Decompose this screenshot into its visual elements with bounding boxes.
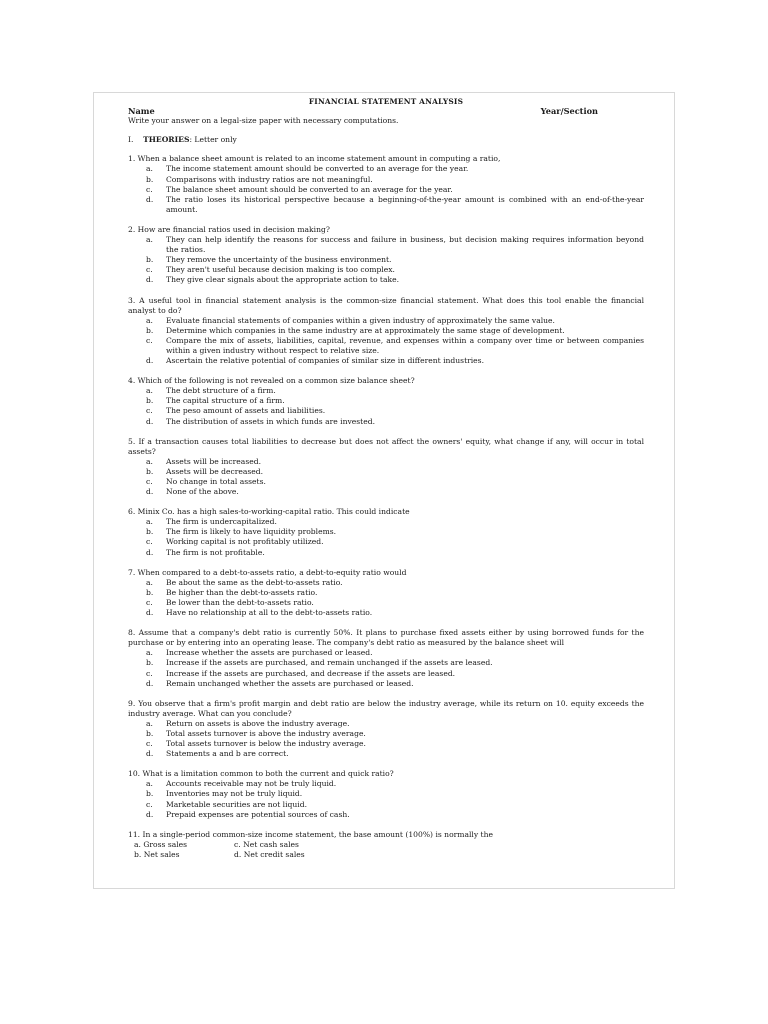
- choice-text: The debt structure of a firm.: [166, 386, 276, 396]
- choice: [128, 679, 644, 689]
- choice: [128, 527, 644, 537]
- choice: [128, 467, 644, 477]
- choice-text: Increase whether the assets are purchased or leased.: [166, 648, 373, 658]
- choice: [128, 175, 644, 185]
- choice-text: Be lower than the debt-to-assets ratio.: [166, 597, 314, 607]
- choice-text: The firm is likely to have liquidity problems.: [166, 527, 337, 537]
- choice: [128, 487, 644, 497]
- choice-letter: b.: [146, 325, 154, 335]
- choice-b: b. Net sales: [134, 849, 180, 859]
- choice: [128, 195, 644, 215]
- choice-letter: c.: [146, 799, 153, 809]
- choice-letter: c.: [146, 184, 153, 194]
- question-4: [128, 376, 644, 426]
- choice: [128, 417, 644, 427]
- choice: [128, 548, 644, 558]
- choice-text: Determine which companies in the same industry are at approximately the same stage of development.: [166, 325, 565, 335]
- choice-text: The firm is not profitable.: [166, 547, 265, 557]
- choice: [128, 185, 644, 195]
- choice-c: c. Net cash sales: [234, 839, 299, 849]
- choice: [128, 406, 644, 416]
- choice-letter: c.: [146, 739, 153, 749]
- question-2: [128, 225, 644, 286]
- choice-text: Evaluate financial statements of companies within a given industry of approximately the same value.: [166, 315, 555, 325]
- choice-a: a. Gross sales: [134, 839, 188, 849]
- choice-text: The balance sheet amount should be converted to an average for the year.: [166, 184, 453, 194]
- choice-text: Accounts receivable may not be truly liquid.: [166, 779, 337, 789]
- choice-letter: c.: [146, 406, 153, 416]
- choice-letter: b.: [146, 466, 154, 476]
- choice: [128, 517, 644, 527]
- choice-letter: d.: [146, 749, 154, 759]
- choice-text: They give clear signals about the appropriate action to take.: [166, 275, 400, 285]
- choice: [128, 537, 644, 547]
- choice: [128, 356, 644, 366]
- question-list: [128, 154, 644, 819]
- choice-letter: d.: [146, 678, 154, 688]
- choice-text: Prepaid expenses are potential sources of cash.: [166, 809, 350, 819]
- choice-letter: d.: [146, 608, 154, 618]
- choice-letter: a.: [146, 577, 153, 587]
- choice-letter: d.: [146, 416, 154, 426]
- choice-letter: b.: [146, 658, 154, 668]
- choice-letter: b.: [146, 255, 154, 265]
- choice: [128, 326, 644, 336]
- choice: [128, 255, 644, 265]
- choice-text: Increase if the assets are purchased, and remain unchanged if the assets are leased.: [166, 658, 493, 668]
- choice-text: No change in total assets.: [166, 477, 266, 486]
- question-stem: 1. When a balance sheet amount is related to an income statement amount in computing a ratio,: [128, 154, 501, 164]
- choice-text: None of the above.: [166, 487, 239, 497]
- choice-text: The distribution of assets in which funds are invested.: [166, 416, 376, 426]
- choice: [128, 658, 644, 668]
- name-label: Name: [128, 106, 155, 117]
- choice-letter: d.: [146, 194, 154, 204]
- choice-letter: a.: [146, 386, 153, 396]
- choice: [128, 477, 644, 487]
- choice-text: Remain unchanged whether the assets are purchased or leased.: [166, 678, 414, 688]
- question-5: [128, 437, 644, 498]
- question-stem: 10. What is a limitation common to both the current and quick ratio?: [128, 769, 394, 779]
- choice-letter: d.: [146, 356, 154, 366]
- question-stem: 7. When compared to a debt-to-assets ratio, a debt-to-equity ratio would: [128, 567, 407, 577]
- choice-letter: a.: [146, 718, 153, 728]
- choice: [128, 235, 644, 255]
- question-stem: 6. Minix Co. has a high sales-to-working-capital ratio. This could indicate: [128, 507, 410, 517]
- choice-letter: d.: [146, 809, 154, 819]
- choice-text: Have no relationship at all to the debt-to-assets ratio.: [166, 608, 373, 618]
- choice: [128, 316, 644, 326]
- question-stem: 9. You observe that a firm's profit margin and debt ratio are below the industry average, while its return on 10. equity exceeds the industry average. What can you conclude?: [128, 698, 644, 718]
- question-3: [128, 296, 644, 367]
- choice-text: They aren't useful because decision making is too complex.: [166, 265, 395, 275]
- choice: [128, 598, 644, 608]
- choice: [128, 800, 644, 810]
- choice-letter: a.: [146, 315, 153, 325]
- question-9: [128, 699, 644, 760]
- choice-letter: a.: [146, 164, 153, 174]
- choice-letter: c.: [146, 668, 153, 678]
- choice: [128, 749, 644, 759]
- choice-letter: b.: [146, 396, 154, 406]
- choice-letter: c.: [146, 335, 153, 345]
- question-7: [128, 568, 644, 618]
- choice: [128, 669, 644, 679]
- question-stem: 2. How are financial ratios used in decision making?: [128, 224, 330, 234]
- choice-text: Return on assets is above the industry average.: [166, 718, 350, 728]
- choice-text: Comparisons with industry ratios are not meaningful.: [166, 174, 373, 184]
- question-10: [128, 769, 644, 819]
- choice-d: d. Net credit sales: [234, 849, 305, 859]
- choice-text: Working capital is not profitably utilized.: [166, 537, 324, 547]
- choice-text: The income statement amount should be converted to an average for the year.: [166, 164, 469, 174]
- choice-letter: a.: [146, 517, 153, 527]
- choice-text: Assets will be decreased.: [166, 466, 264, 476]
- choice-text: Increase if the assets are purchased, and decrease if the assets are leased.: [166, 668, 456, 678]
- choice-text: Ascertain the relative potential of companies of similar size in different industries.: [166, 356, 484, 366]
- choice: [128, 578, 644, 588]
- choice-text: Assets will be increased.: [166, 456, 261, 466]
- instructions: Write your answer on a legal-size paper with necessary computations.: [128, 116, 399, 126]
- choice: [128, 588, 644, 598]
- question-stem: 4. Which of the following is not revealed on a common size balance sheet?: [128, 376, 415, 386]
- choice: [128, 810, 644, 820]
- header-fields: [128, 106, 644, 116]
- choice: [128, 608, 644, 618]
- document-title: FINANCIAL STATEMENT ANALYSIS: [308, 97, 464, 106]
- choice: [128, 729, 644, 739]
- choice-text: The firm is undercapitalized.: [166, 517, 277, 527]
- question-1: [128, 154, 644, 215]
- choice: [128, 386, 644, 396]
- choice-text: Statements a and b are correct.: [166, 749, 289, 759]
- question-6: [128, 507, 644, 557]
- choice-letter: c.: [146, 597, 153, 607]
- choice-letter: a.: [146, 779, 153, 789]
- choice-letter: b.: [146, 789, 154, 799]
- choice-text: They remove the uncertainty of the business environment.: [166, 255, 392, 265]
- choice: [128, 275, 644, 285]
- choice: [128, 164, 644, 174]
- choice-letter: b.: [146, 174, 154, 184]
- choice-letter: b.: [146, 527, 154, 537]
- choice-letter: b.: [146, 587, 154, 597]
- choice-letter: a.: [146, 648, 153, 658]
- choice: [128, 457, 644, 467]
- choice: [128, 648, 644, 658]
- choice-text: They can help identify the reasons for success and failure in business, but decision making requires information beyond the ratios.: [166, 235, 644, 255]
- question-stem: 8. Assume that a company's debt ratio is currently 50%. It plans to purchase fixed assets either by using borrowed funds for the purchase or by entering into an operating lease. The company's debt ratio as measured by the balance sheet will: [128, 628, 644, 648]
- year-section-label: Year/Section: [540, 106, 598, 117]
- question-8: [128, 628, 644, 689]
- choice-text: The capital structure of a firm.: [166, 396, 285, 406]
- question-stem: 3. A useful tool in financial statement analysis is the common-size financial statement. What does this tool enable the financial analyst to do?: [128, 295, 644, 315]
- choice-text: Total assets turnover is above the industry average.: [166, 728, 366, 738]
- choice-text: Compare the mix of assets, liabilities, capital, revenue, and expenses within a company over time or between companies within a given industry without respect to relative size.: [166, 335, 644, 355]
- choice-letter: c.: [146, 265, 153, 275]
- document-body: [128, 97, 644, 870]
- choice-letter: c.: [146, 477, 153, 486]
- question-stem: 5. If a transaction causes total liabilities to decrease but does not affect the owners' equity, what change if any, will occur in total assets?: [128, 436, 644, 456]
- choice-text: Be higher than the debt-to-assets ratio.: [166, 587, 318, 597]
- choice-letter: c.: [146, 537, 153, 547]
- choice-letter: d.: [146, 487, 154, 497]
- choice-letter: a.: [146, 235, 153, 245]
- choice: [128, 789, 644, 799]
- section-heading: I. THEORIES: Letter only: [128, 135, 237, 145]
- choice-letter: d.: [146, 275, 154, 285]
- choice-text: Marketable securities are not liquid.: [166, 799, 307, 809]
- choice: [128, 396, 644, 406]
- choice-text: Be about the same as the debt-to-assets ratio.: [166, 577, 343, 587]
- choice-letter: d.: [146, 547, 154, 557]
- choice: [128, 719, 644, 729]
- choice: [128, 739, 644, 749]
- document-page: [93, 92, 675, 889]
- choice-text: The peso amount of assets and liabilities.: [166, 406, 326, 416]
- choice: [128, 336, 644, 356]
- choice: [128, 779, 644, 789]
- choice: [128, 265, 644, 275]
- choice-letter: b.: [146, 728, 154, 738]
- choice-text: The ratio loses its historical perspective because a beginning-of-the-year amount is combined with an end-of-the-year amount.: [166, 194, 644, 214]
- question-11: 11. In a single-period common-size income statement, the base amount (100%) is normally the a. Gross sales c. Net cash sales b. Net sales d. Net credit sales: [128, 829, 493, 859]
- choice-text: Total assets turnover is below the industry average.: [166, 739, 366, 749]
- choice-text: Inventories may not be truly liquid.: [166, 789, 303, 799]
- choice-letter: a.: [146, 456, 153, 466]
